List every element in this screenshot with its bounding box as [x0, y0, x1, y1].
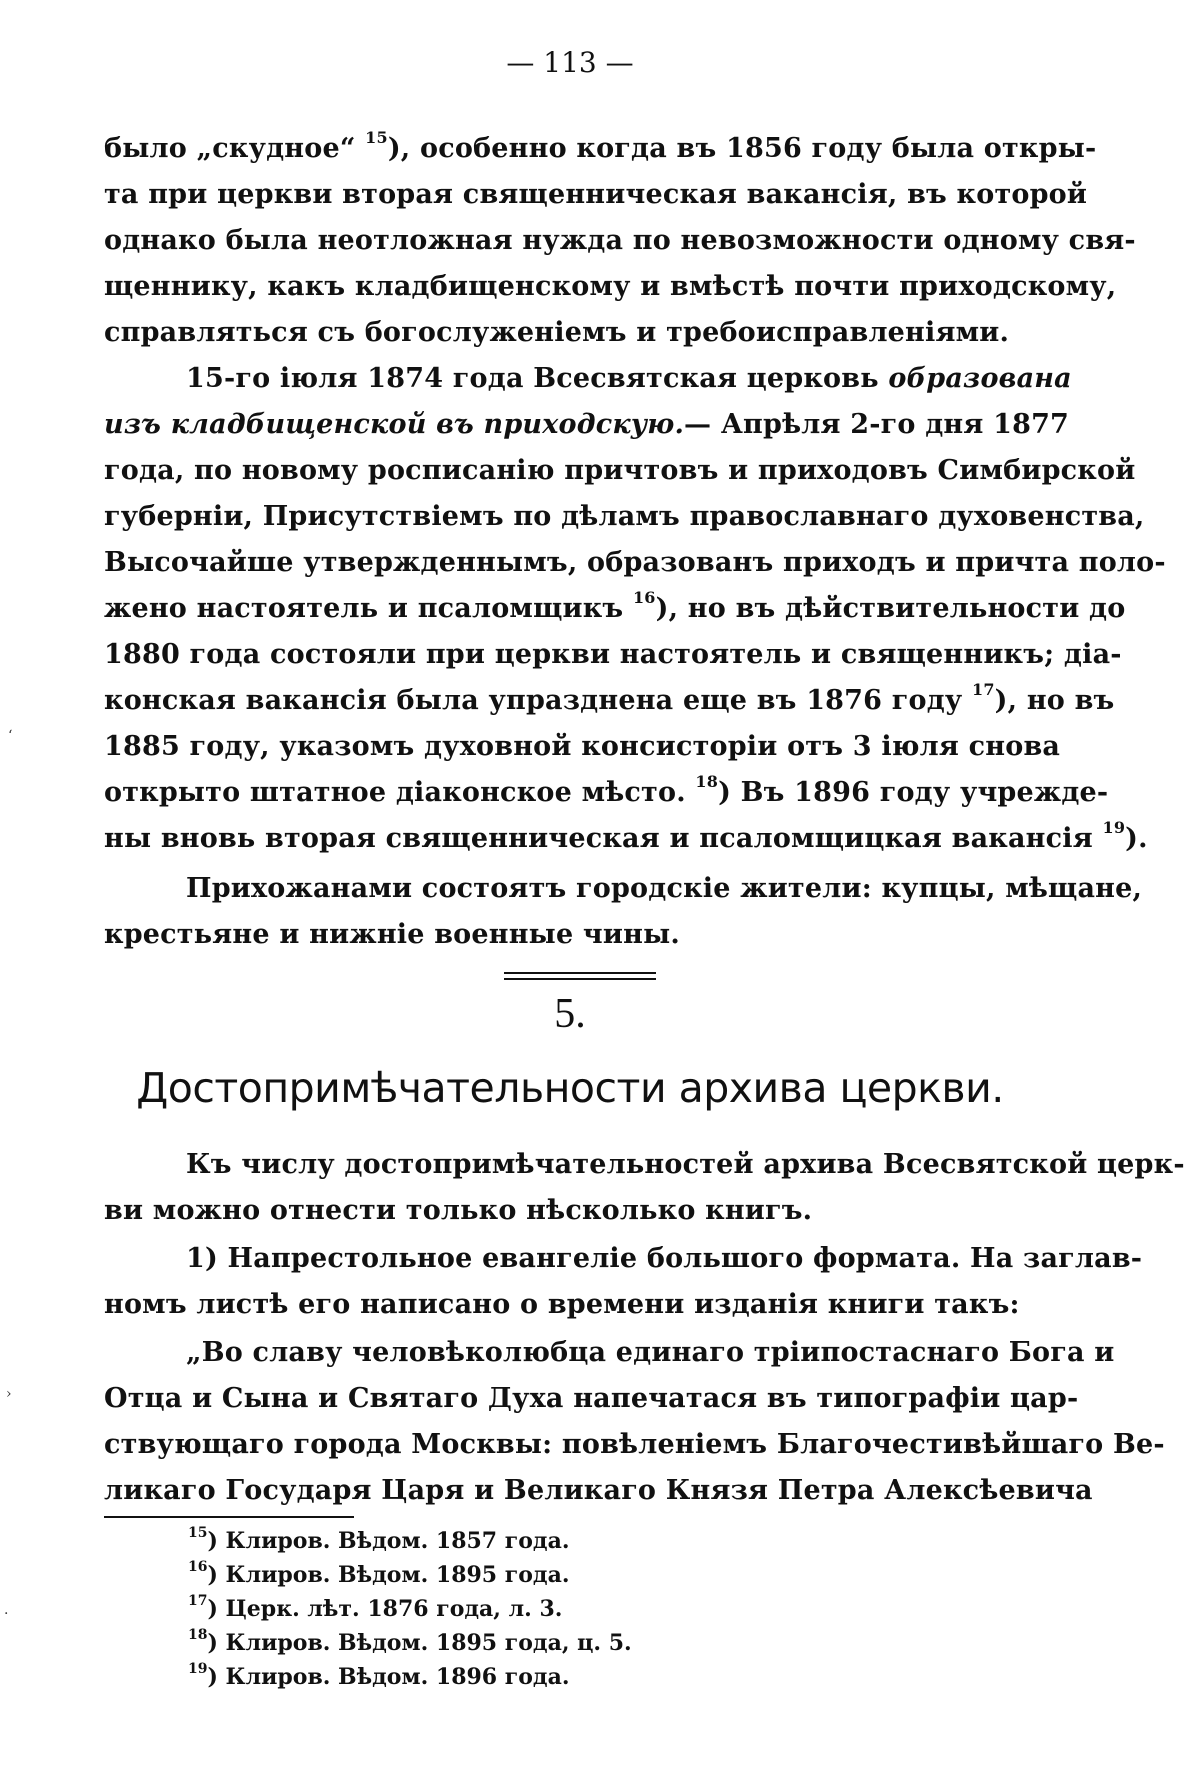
- text-line: года, по новому росписанію причтовъ и приходовъ Симбирской: [104, 455, 1136, 486]
- footnote: $^{17}$) Церк. лѣт. 1876 года, л. 3.: [188, 1592, 563, 1622]
- text-line: та при церкви вторая священническая вакансія, въ которой: [104, 179, 1088, 210]
- text-line: ви можно отнести только нѣсколько книгъ.: [104, 1195, 813, 1226]
- text-line: однако была неотложная нужда по невозможности одному свя-: [104, 225, 1136, 256]
- text-line: ствующаго города Москвы: повѣленіемъ Благочестивѣйшаго Ве-: [104, 1429, 1165, 1460]
- footnote-rule: [104, 1516, 354, 1518]
- footnote-ref: 17: [971, 680, 995, 699]
- text-line: губерніи, Присутствіемъ по дѣламъ православнаго духовенства,: [104, 501, 1145, 532]
- text-line: Высочайше утвержденнымъ, образованъ приходъ и причта поло-: [104, 547, 1166, 578]
- text-line: Прихожанами состоятъ городскіе жители: купцы, мѣщане,: [186, 873, 1143, 904]
- text-line: номъ листѣ его написано о времени изданія книги такъ:: [104, 1289, 1020, 1320]
- scan-speck: ʻ: [8, 728, 13, 744]
- text-line: 15-го іюля 1874 года Всесвятская церковь образована: [186, 363, 1072, 394]
- footnote-ref: 18: [695, 772, 719, 791]
- footnote-ref: 15: [365, 128, 388, 147]
- footnote-ref: 19: [1102, 818, 1126, 837]
- page-number: — 113 —: [506, 46, 634, 79]
- text-line: ны вновь вторая священническая и псаломщицкая вакансія $^{19}$).: [104, 818, 1148, 854]
- text-line: Къ числу достопримѣчательностей архива Всесвятской церк-: [186, 1149, 1185, 1180]
- text-line: конская вакансія была упразднена еще въ 1876 году $^{17}$), но въ: [104, 680, 1115, 716]
- footnote-ref: 16: [632, 588, 656, 607]
- footnote: $^{16}$) Клиров. Вѣдом. 1895 года.: [188, 1558, 570, 1588]
- text-line: справляться съ богослуженіемъ и требоисправленіями.: [104, 317, 1010, 348]
- text-line: крестьяне и нижніе военные чины.: [104, 919, 680, 950]
- text-line: щеннику, какъ кладбищенскому и вмѣстѣ почти приходскому,: [104, 271, 1117, 302]
- section-title: Достопримѣчательности архива церкви.: [136, 1064, 1004, 1112]
- section-divider-bottom: [504, 978, 656, 980]
- text-line: 1) Напрестольное евангеліе большого формата. На заглав-: [186, 1243, 1143, 1274]
- text-line: Отца и Сына и Святаго Духа напечатася въ типографіи цар-: [104, 1383, 1079, 1414]
- scan-speck: ·: [4, 1606, 9, 1622]
- text-line: было „скудное“ $^{15}$), особенно когда въ 1856 году была откры-: [104, 128, 1097, 164]
- section-number: 5.: [554, 991, 586, 1037]
- text-line: 1885 году, указомъ духовной консисторіи отъ 3 іюля снова: [104, 731, 1061, 762]
- footnote: $^{18}$) Клиров. Вѣдом. 1895 года, ц. 5.: [188, 1626, 632, 1656]
- text-line: „Во славу человѣколюбца единаго тріипостаснаго Бога и: [186, 1337, 1115, 1368]
- scan-speck: ›: [6, 1386, 12, 1402]
- text-line: изъ кладбищенской въ приходскую.— Апрѣля 2-го дня 1877: [104, 409, 1070, 440]
- italic-phrase: образована: [888, 363, 1072, 394]
- footnote: $^{15}$) Клиров. Вѣдом. 1857 года.: [188, 1524, 570, 1554]
- text-line: жено настоятель и псаломщикъ $^{16}$), но въ дѣйствительности до: [104, 588, 1126, 624]
- section-divider-top: [504, 972, 656, 974]
- text-line: ликаго Государя Царя и Великаго Князя Петра Алексѣевича: [104, 1475, 1093, 1506]
- italic-phrase: изъ кладбищенской въ приходскую.: [104, 409, 685, 440]
- text-line: 1880 года состояли при церкви настоятель и священникъ; діа-: [104, 639, 1122, 670]
- text-line: открыто штатное діаконское мѣсто. $^{18}$) Въ 1896 году учрежде-: [104, 772, 1109, 808]
- footnote: $^{19}$) Клиров. Вѣдом. 1896 года.: [188, 1660, 570, 1690]
